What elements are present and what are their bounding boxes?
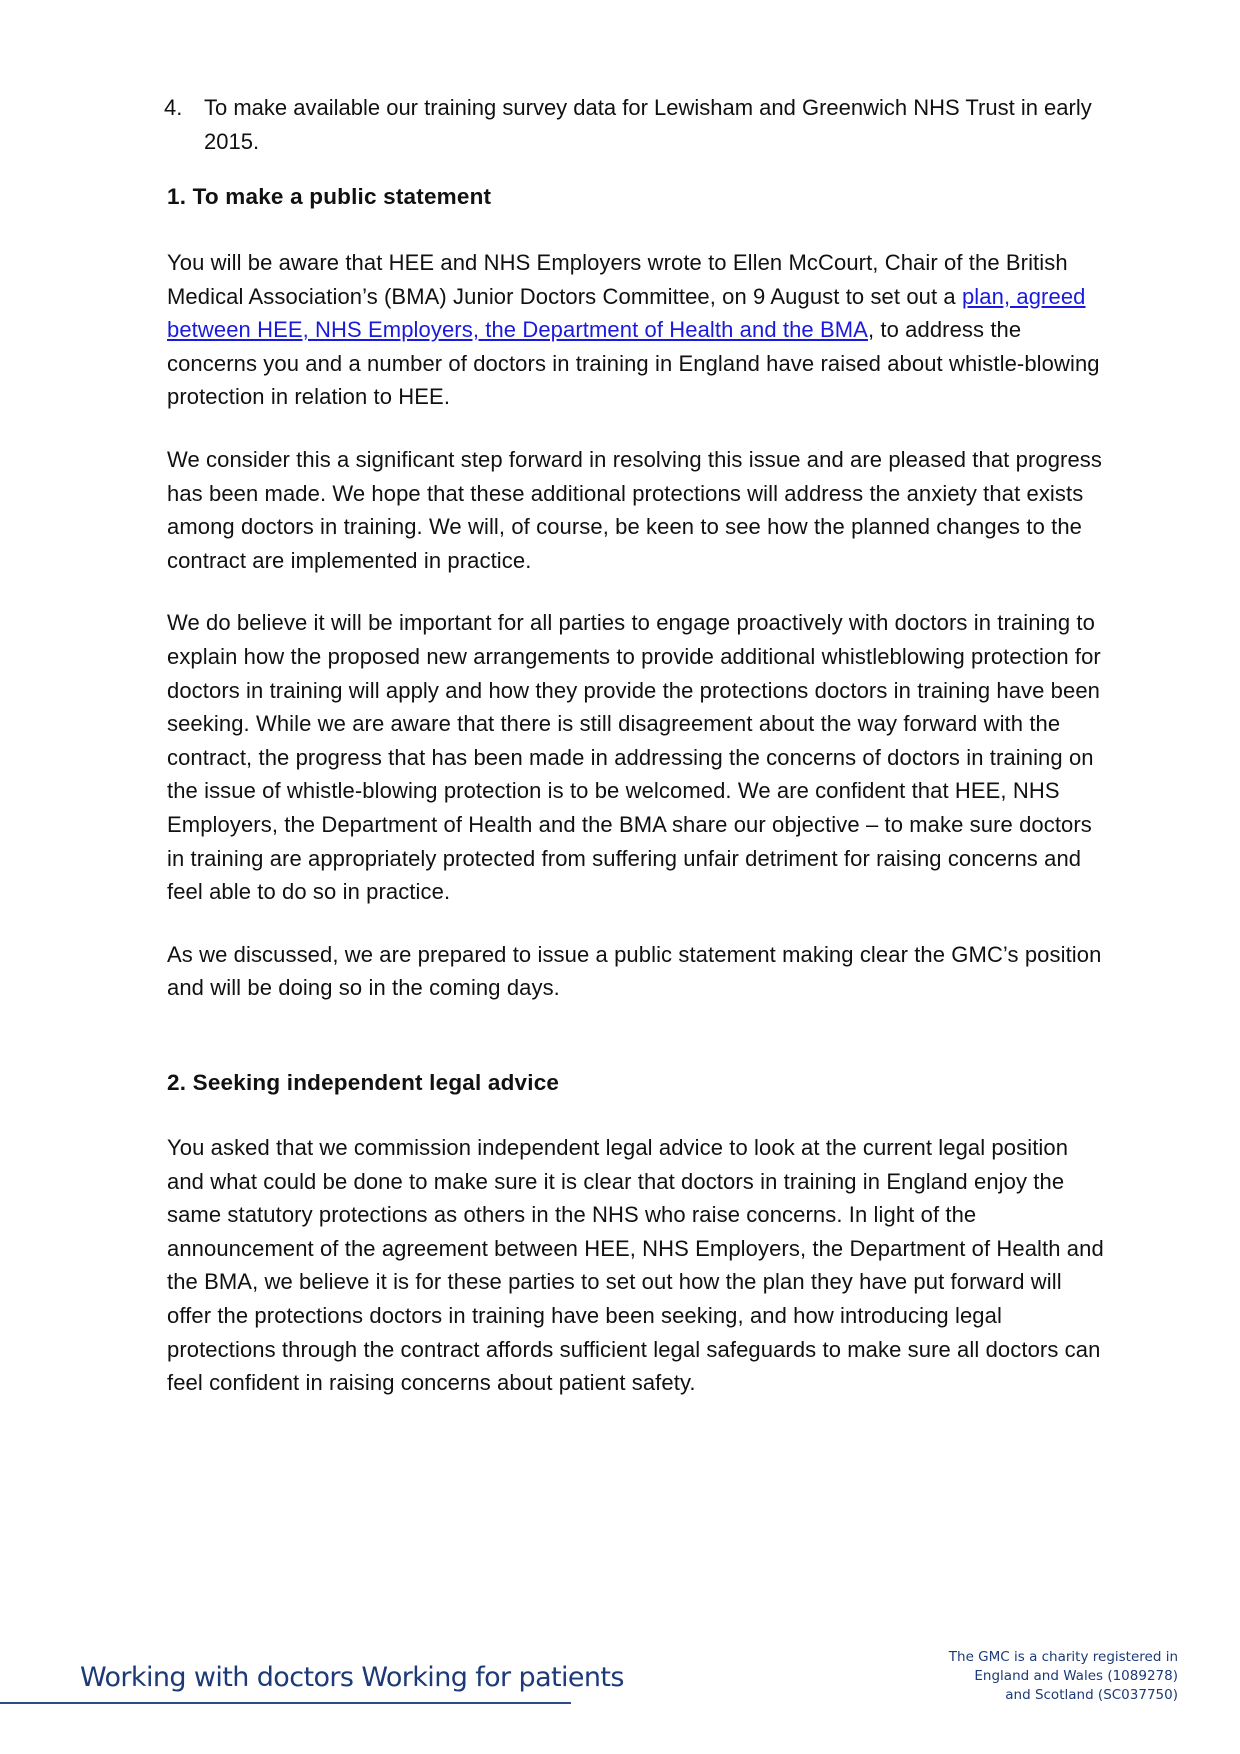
- footer-tagline: Working with doctors Working for patients: [80, 1662, 624, 1693]
- paragraph-text: , to address the concerns you and a number of doctors in training in England have raised about whistle-blowing protection in relation to HEE.: [167, 317, 1100, 410]
- footer-divider: [0, 1702, 571, 1704]
- section-2-body: [167, 1131, 1107, 1429]
- charity-line: and Scotland (SC037750): [1005, 1687, 1178, 1703]
- paragraph: We do believe it will be important for all parties to engage proactively with doctors in training to explain how the proposed new arrangements to provide additional whistleblowing protection for doctors in training will apply and how they provide the protections doctors in training have been seeking. While we are aware that there is still disagreement about the way forward with the contract, the progress that has been made in addressing the concerns of doctors in training on the issue of whistle-blowing protection is to be welcomed. We are confident that HEE, NHS Employers, the Department of Health and the BMA share our objective – to make sure doctors in training are appropriately protected from suffering unfair detriment for raising concerns and feel able to do so in practice.: [167, 610, 1101, 905]
- charity-line: The GMC is a charity registered in: [948, 1649, 1178, 1665]
- charity-line: England and Wales (1089278): [974, 1668, 1178, 1684]
- plan-agreement-link[interactable]: plan, agreed between HEE, NHS Employers, the Department of Health and the BMA: [167, 283, 1086, 343]
- list-item-number: 4.: [164, 95, 183, 120]
- list-item-text: To make available our training survey data for Lewisham and Greenwich NHS Trust in early 2015.: [204, 95, 1092, 154]
- section-1-body: [167, 246, 1107, 1034]
- paragraph-text: You will be aware that HEE and NHS Employers wrote to Ellen McCourt, Chair of the British Medical Association’s (BMA) Junior Doctors Committee, on 9 August to set out a: [167, 250, 1068, 309]
- paragraph: As we discussed, we are prepared to issue a public statement making clear the GMC’s position and will be doing so in the coming days.: [167, 941, 1102, 1001]
- numbered-list-item: [164, 91, 1104, 158]
- paragraph: We consider this a significant step forward in resolving this issue and are pleased that progress has been made. We hope that these additional protections will address the anxiety that exists among doctors in training. We will, of course, be keen to see how the planned changes to the contract are implemented in practice.: [167, 446, 1102, 573]
- section-heading-public-statement: 1. To make a public statement: [167, 184, 492, 209]
- section-heading-legal-advice: 2. Seeking independent legal advice: [167, 1070, 560, 1095]
- charity-registration-notice: [949, 1648, 1178, 1705]
- paragraph: You asked that we commission independent legal advice to look at the current legal position and what could be done to make sure it is clear that doctors in training in England enjoy the same statutory protections as others in the NHS who raise concerns. In light of the announcement of the agreement between HEE, NHS Employers, the Department of Health and the BMA, we believe it is for these parties to set out how the plan they have put forward will offer the protections doctors in training have been seeking, and how introducing legal protections through the contract affords sufficient legal safeguards to make sure all doctors can feel confident in raising concerns about patient safety.: [167, 1135, 1104, 1396]
- paragraph: [167, 246, 1107, 414]
